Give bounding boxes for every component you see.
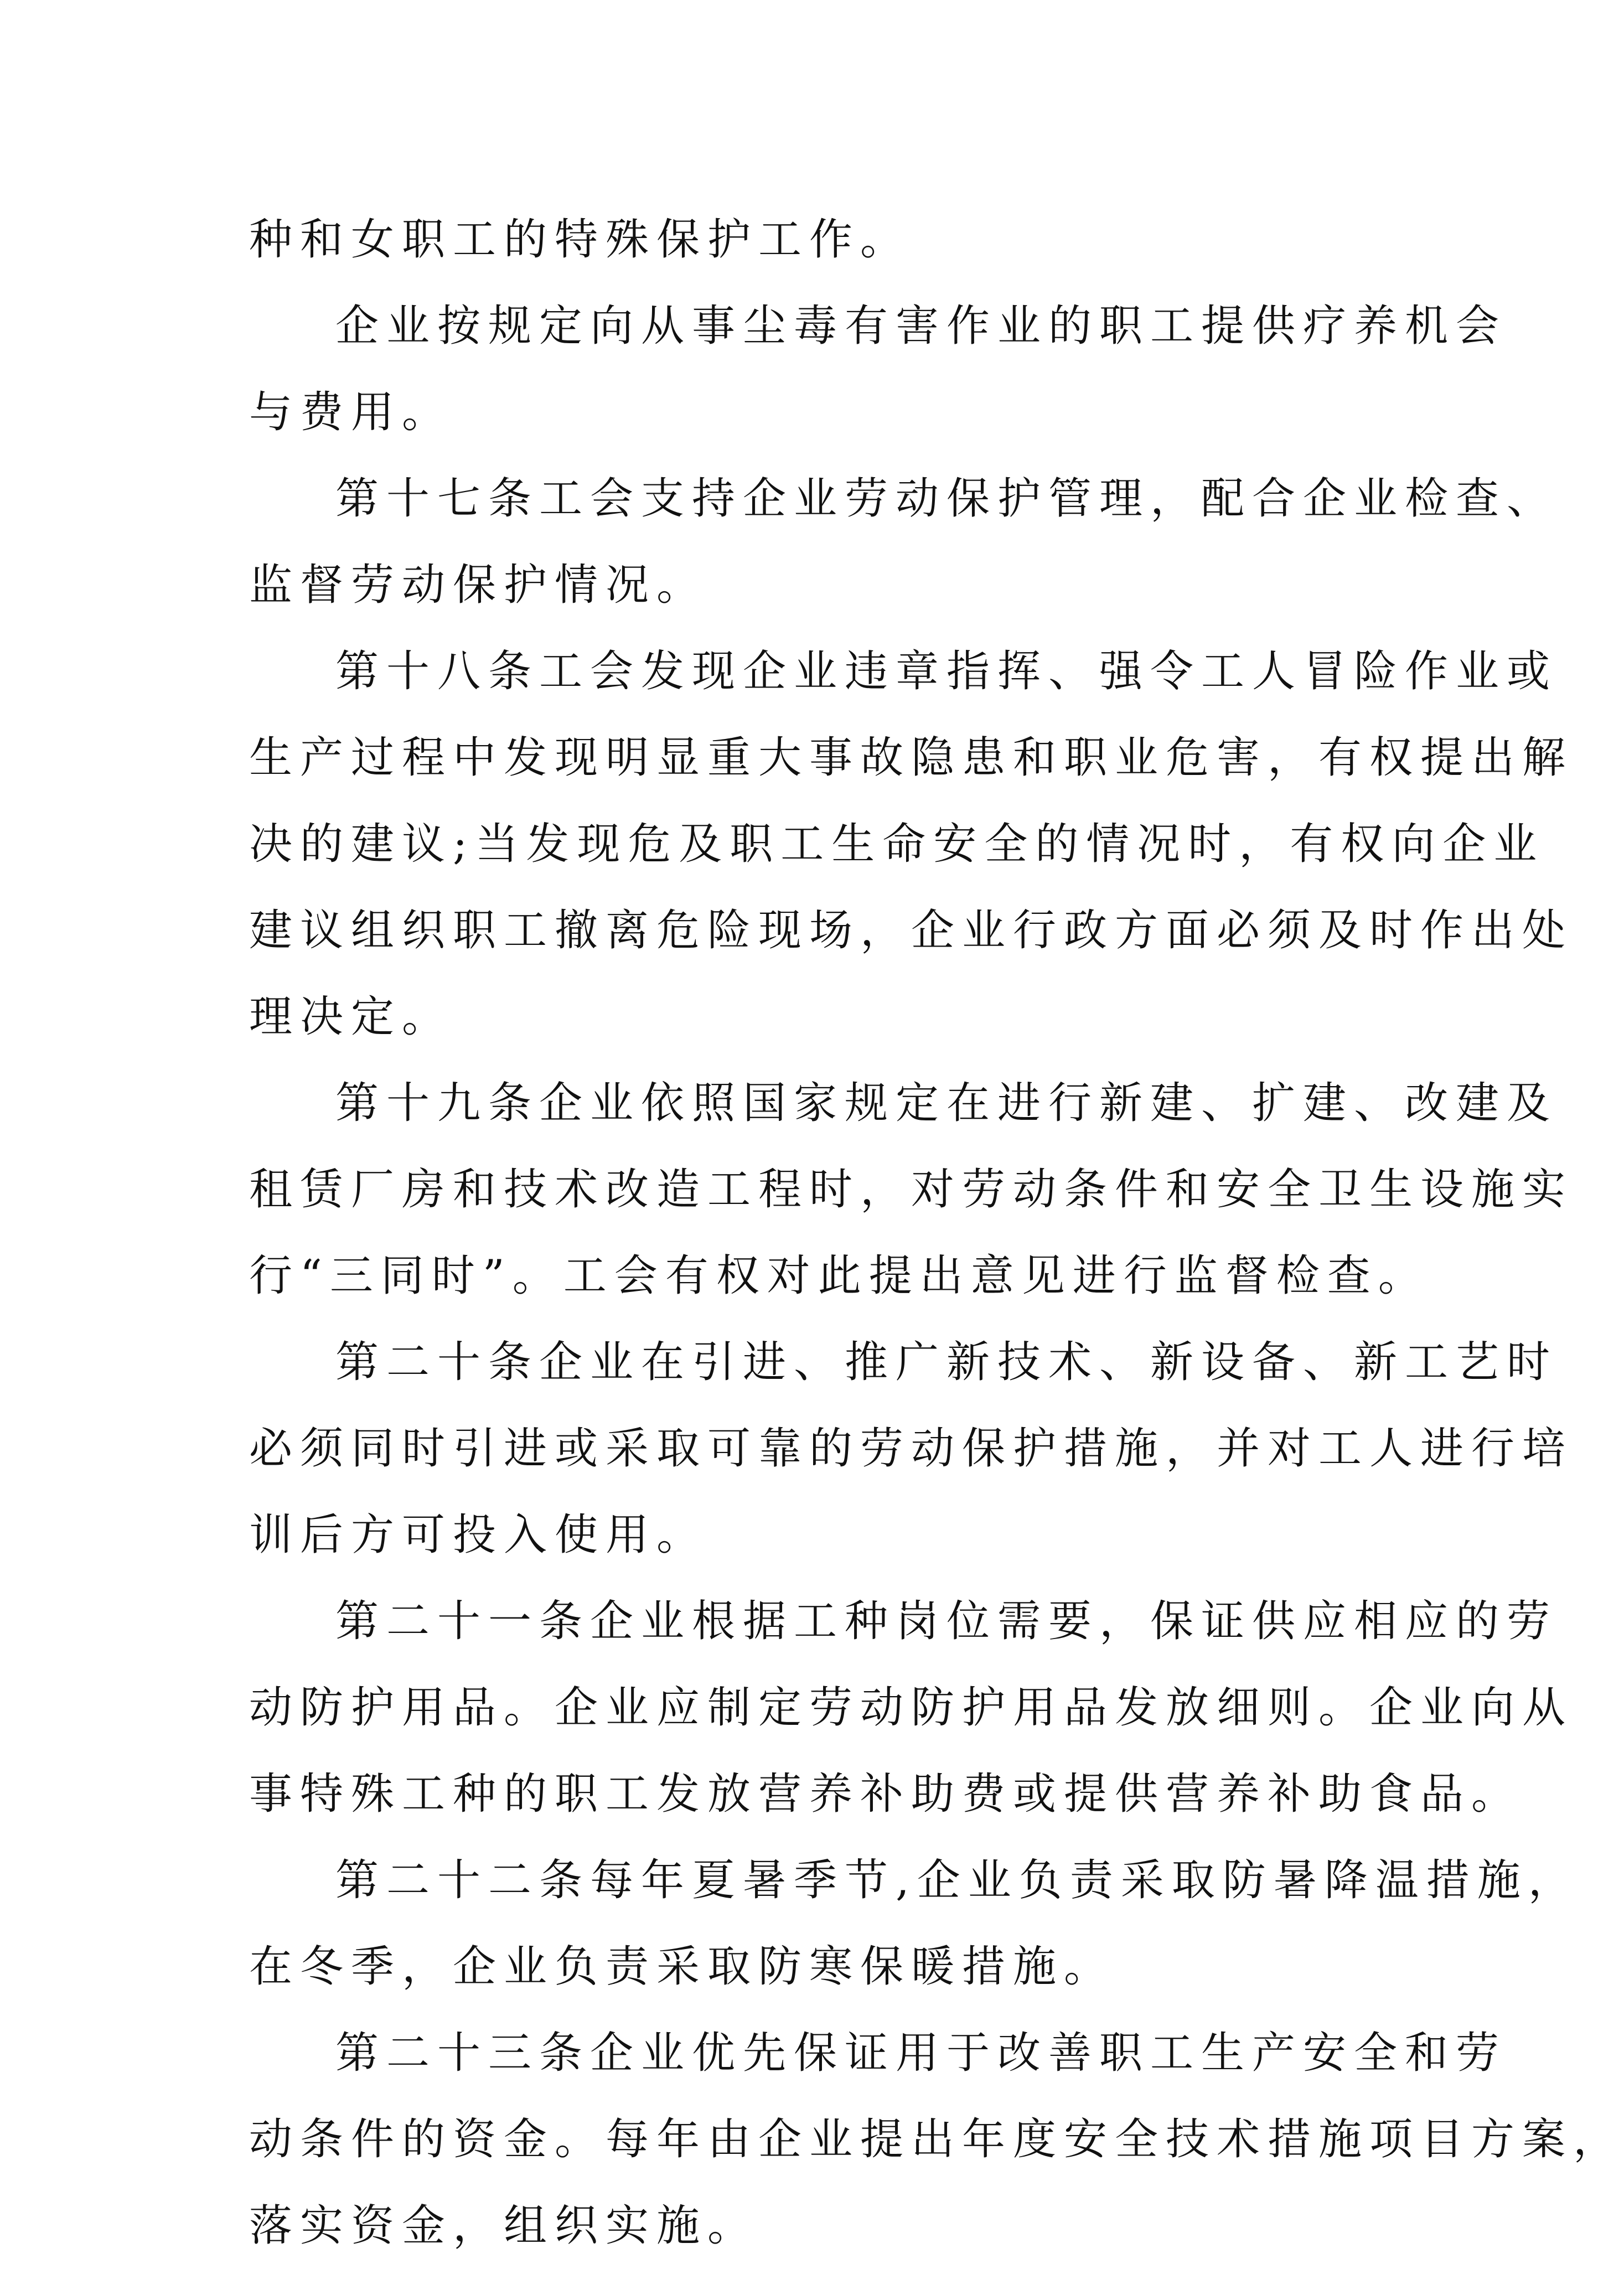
article-18-line: 第十八条工会发现企业违章指挥、强令工人冒险作业或 [335, 647, 1558, 696]
paragraph-line: 训后方可投入使用。 [249, 1510, 708, 1560]
paragraph-line: 必须同时引进或采取可靠的劳动保护措施，并对工人进行培 [249, 1424, 1574, 1474]
paragraph-line: 理决定。 [249, 992, 453, 1042]
paragraph-line: 租赁厂房和技术改造工程时，对劳动条件和安全卫生设施实 [249, 1165, 1574, 1214]
paragraph-line: 监督劳动保护情况。 [249, 560, 708, 610]
paragraph-line: 与费用。 [249, 387, 453, 437]
paragraph-line: 动防护用品。企业应制定劳动防护用品发放细则。企业向从 [249, 1683, 1574, 1733]
article-21-line: 第二十一条企业根据工种岗位需要，保证供应相应的劳 [335, 1596, 1558, 1646]
article-20-line: 第二十条企业在引进、推广新技术、新设备、新工艺时 [335, 1337, 1558, 1387]
article-22-line: 第二十二条每年夏暑季节,企业负责采取防暑降温措施， [335, 1855, 1579, 1905]
article-19-line: 第十九条企业依照国家规定在进行新建、扩建、改建及 [335, 1078, 1558, 1128]
article-17-line: 第十七条工会支持企业劳动保护管理，配合企业检查、 [335, 474, 1558, 524]
paragraph-line: 生产过程中发现明显重大事故隐患和职业危害，有权提出解 [249, 733, 1574, 783]
paragraph-line: 行“三同时”。工会有权对此提出意见进行监督检查。 [249, 1251, 1429, 1301]
paragraph-line: 企业按规定向从事尘毒有害作业的职工提供疗养机会 [335, 301, 1507, 351]
document-body [249, 197, 1624, 2269]
paragraph-line: 动条件的资金。每年由企业提出年度安全技术措施项目方案， [249, 2115, 1624, 2164]
paragraph-line: 建议组织职工撤离危险现场，企业行政方面必须及时作出处 [249, 906, 1574, 955]
paragraph-line: 决的建议;当发现危及职工生命安全的情况时，有权向企业 [249, 819, 1545, 869]
paragraph-line: 种和女职工的特殊保护工作。 [249, 215, 912, 265]
paragraph-line: 落实资金，组织实施。 [249, 2201, 759, 2251]
paragraph-line: 事特殊工种的职工发放营养补助费或提供营养补助食品。 [249, 1769, 1523, 1819]
paragraph-line: 在冬季，企业负责采取防寒保暖措施。 [249, 1942, 1115, 1992]
article-23-line: 第二十三条企业优先保证用于改善职工生产安全和劳 [335, 2028, 1507, 2078]
